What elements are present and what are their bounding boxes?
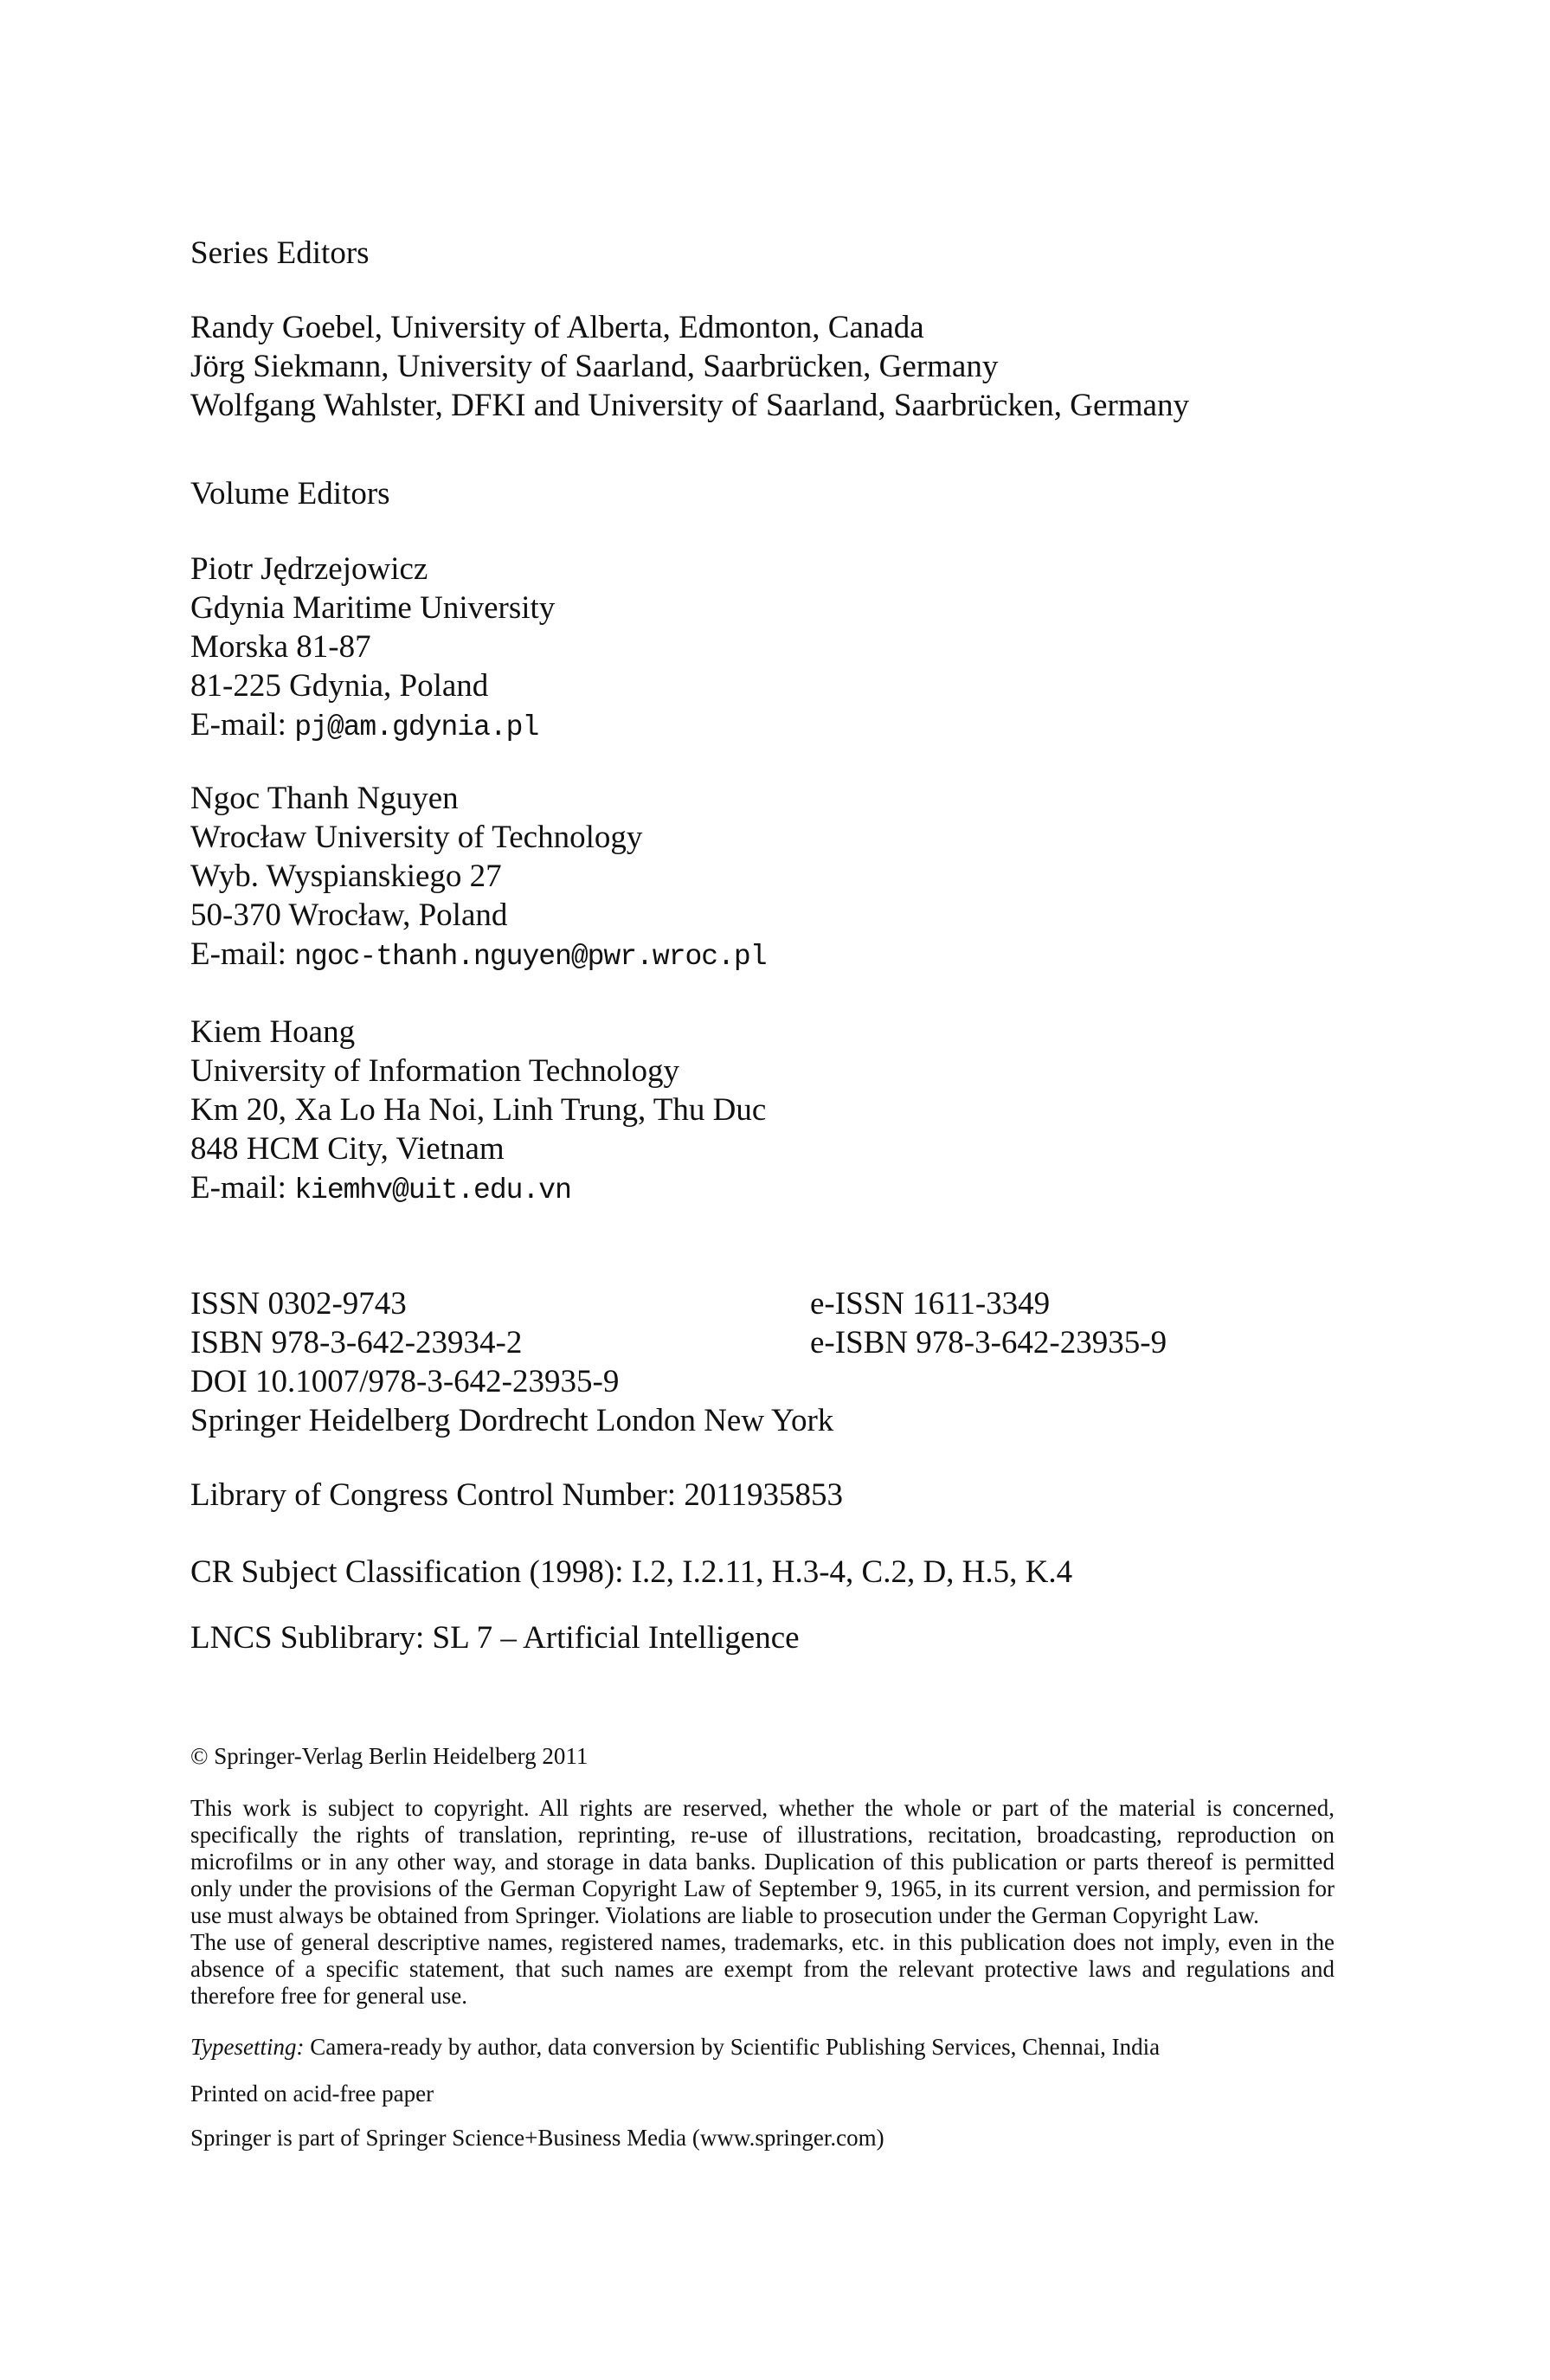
- series-editors-heading: Series Editors: [190, 235, 370, 271]
- identifier-row: [190, 1323, 1194, 1362]
- e-issn: e-ISSN 1611-3349: [810, 1286, 1051, 1322]
- editor-institution: University of Information Technology: [190, 1053, 679, 1089]
- isbn: ISBN 978-3-642-23934-2: [190, 1325, 523, 1360]
- publisher-locations: Springer Heidelberg Dordrecht London New York: [190, 1403, 834, 1438]
- paper-note: [190, 2081, 434, 2107]
- typesetting-text: Camera-ready by author, data conversion by Scientific Publishing Services, Chennai, India: [304, 2034, 1161, 2060]
- email-label: E-mail:: [190, 1170, 295, 1206]
- editor-city: 848 HCM City, Vietnam: [190, 1131, 505, 1167]
- series-editor-name: Wolfgang Wahlster, DFKI and University of Saarland, Saarbrücken, Germany: [190, 388, 1189, 423]
- identifier-row: [190, 1362, 1194, 1401]
- editor-institution: Gdynia Maritime University: [190, 590, 556, 626]
- typesetting-label: Typesetting:: [190, 2034, 305, 2060]
- library-of-congress: [190, 1476, 843, 1515]
- lncs-sublibrary: [190, 1618, 800, 1657]
- editor-email[interactable]: pj@am.gdynia.pl: [294, 711, 539, 743]
- editor-email-line: [190, 705, 555, 747]
- issn: ISSN 0302-9743: [190, 1286, 407, 1322]
- editor-email[interactable]: kiemhv@uit.edu.vn: [294, 1174, 571, 1206]
- cr-subject-classification: CR Subject Classification (1998): I.2, I.2.11, H.3-4, C.2, D, H.5, K.4: [190, 1554, 1073, 1590]
- editor-name: Ngoc Thanh Nguyen: [190, 781, 459, 816]
- copyright-notice: This work is subject to copyright. All rights are reserved, whether the whole or part of the material is concerned, specifically the rights of translation, reprinting, re-use of illustrations, recitation, broadcasting, reproduction on microfilms or in any other way, and storage in data banks. Duplication of this publication or parts thereof is permitted only under the provisions of the German Copyright Law of September 9, 1965, in its current version, and permission for use must always be obtained from Springer. Violations are liable to prosecution under the German Copyright Law.: [190, 1795, 1335, 1928]
- springer-media-text: Springer is part of Springer Science+Business Media (www.springer.com): [190, 2125, 884, 2151]
- identifier-row: [190, 1401, 1194, 1440]
- editor-street: Morska 81-87: [190, 629, 371, 665]
- e-isbn: e-ISBN 978-3-642-23935-9: [810, 1325, 1167, 1360]
- volume-editor-block: [190, 1013, 766, 1210]
- series-editors-section: [190, 234, 1189, 425]
- legal-notices: [190, 1795, 1335, 2010]
- volume-editor-block: [190, 550, 555, 747]
- editor-email-line: [190, 935, 767, 976]
- editor-institution: Wrocław University of Technology: [190, 820, 643, 855]
- typesetting-note: [190, 2034, 1160, 2061]
- volume-editors-heading: Volume Editors: [190, 476, 390, 511]
- cr-classification: [190, 1553, 1072, 1592]
- trademark-notice: The use of general descriptive names, registered names, trademarks, etc. in this publication does not imply, even in the absence of a specific statement, that such names are exempt from the relevant protective laws and regulations and therefore free for general use.: [190, 1929, 1335, 2009]
- editor-street: Wyb. Wyspianskiego 27: [190, 859, 502, 894]
- doi: DOI 10.1007/978-3-642-23935-9: [190, 1364, 620, 1399]
- volume-editors-section: [190, 474, 390, 513]
- springer-note: [190, 2125, 884, 2152]
- loc-control-number: Library of Congress Control Number: 2011935853: [190, 1477, 843, 1513]
- email-label: E-mail:: [190, 707, 295, 743]
- volume-editor-block: [190, 779, 767, 976]
- series-editor-name: Jörg Siekmann, University of Saarland, Saarbrücken, Germany: [190, 349, 999, 384]
- copyright-text: © Springer-Verlag Berlin Heidelberg 2011: [190, 1743, 588, 1769]
- editor-city: 81-225 Gdynia, Poland: [190, 668, 489, 704]
- copyright-line: [190, 1743, 588, 1770]
- identifiers-section: [190, 1284, 1194, 1440]
- series-editor-name: Randy Goebel, University of Alberta, Edmonton, Canada: [190, 310, 924, 345]
- lncs-sublibrary-text: LNCS Sublibrary: SL 7 – Artificial Intelligence: [190, 1620, 800, 1656]
- editor-email-line: [190, 1168, 766, 1210]
- email-label: E-mail:: [190, 936, 295, 972]
- identifier-row: [190, 1284, 1194, 1323]
- editor-name: Piotr Jędrzejowicz: [190, 551, 428, 587]
- editor-street: Km 20, Xa Lo Ha Noi, Linh Trung, Thu Duc: [190, 1092, 767, 1128]
- editor-city: 50-370 Wrocław, Poland: [190, 897, 508, 933]
- acid-free-paper-text: Printed on acid-free paper: [190, 2081, 434, 2107]
- editor-name: Kiem Hoang: [190, 1014, 356, 1050]
- editor-email[interactable]: ngoc-thanh.nguyen@pwr.wroc.pl: [294, 941, 767, 973]
